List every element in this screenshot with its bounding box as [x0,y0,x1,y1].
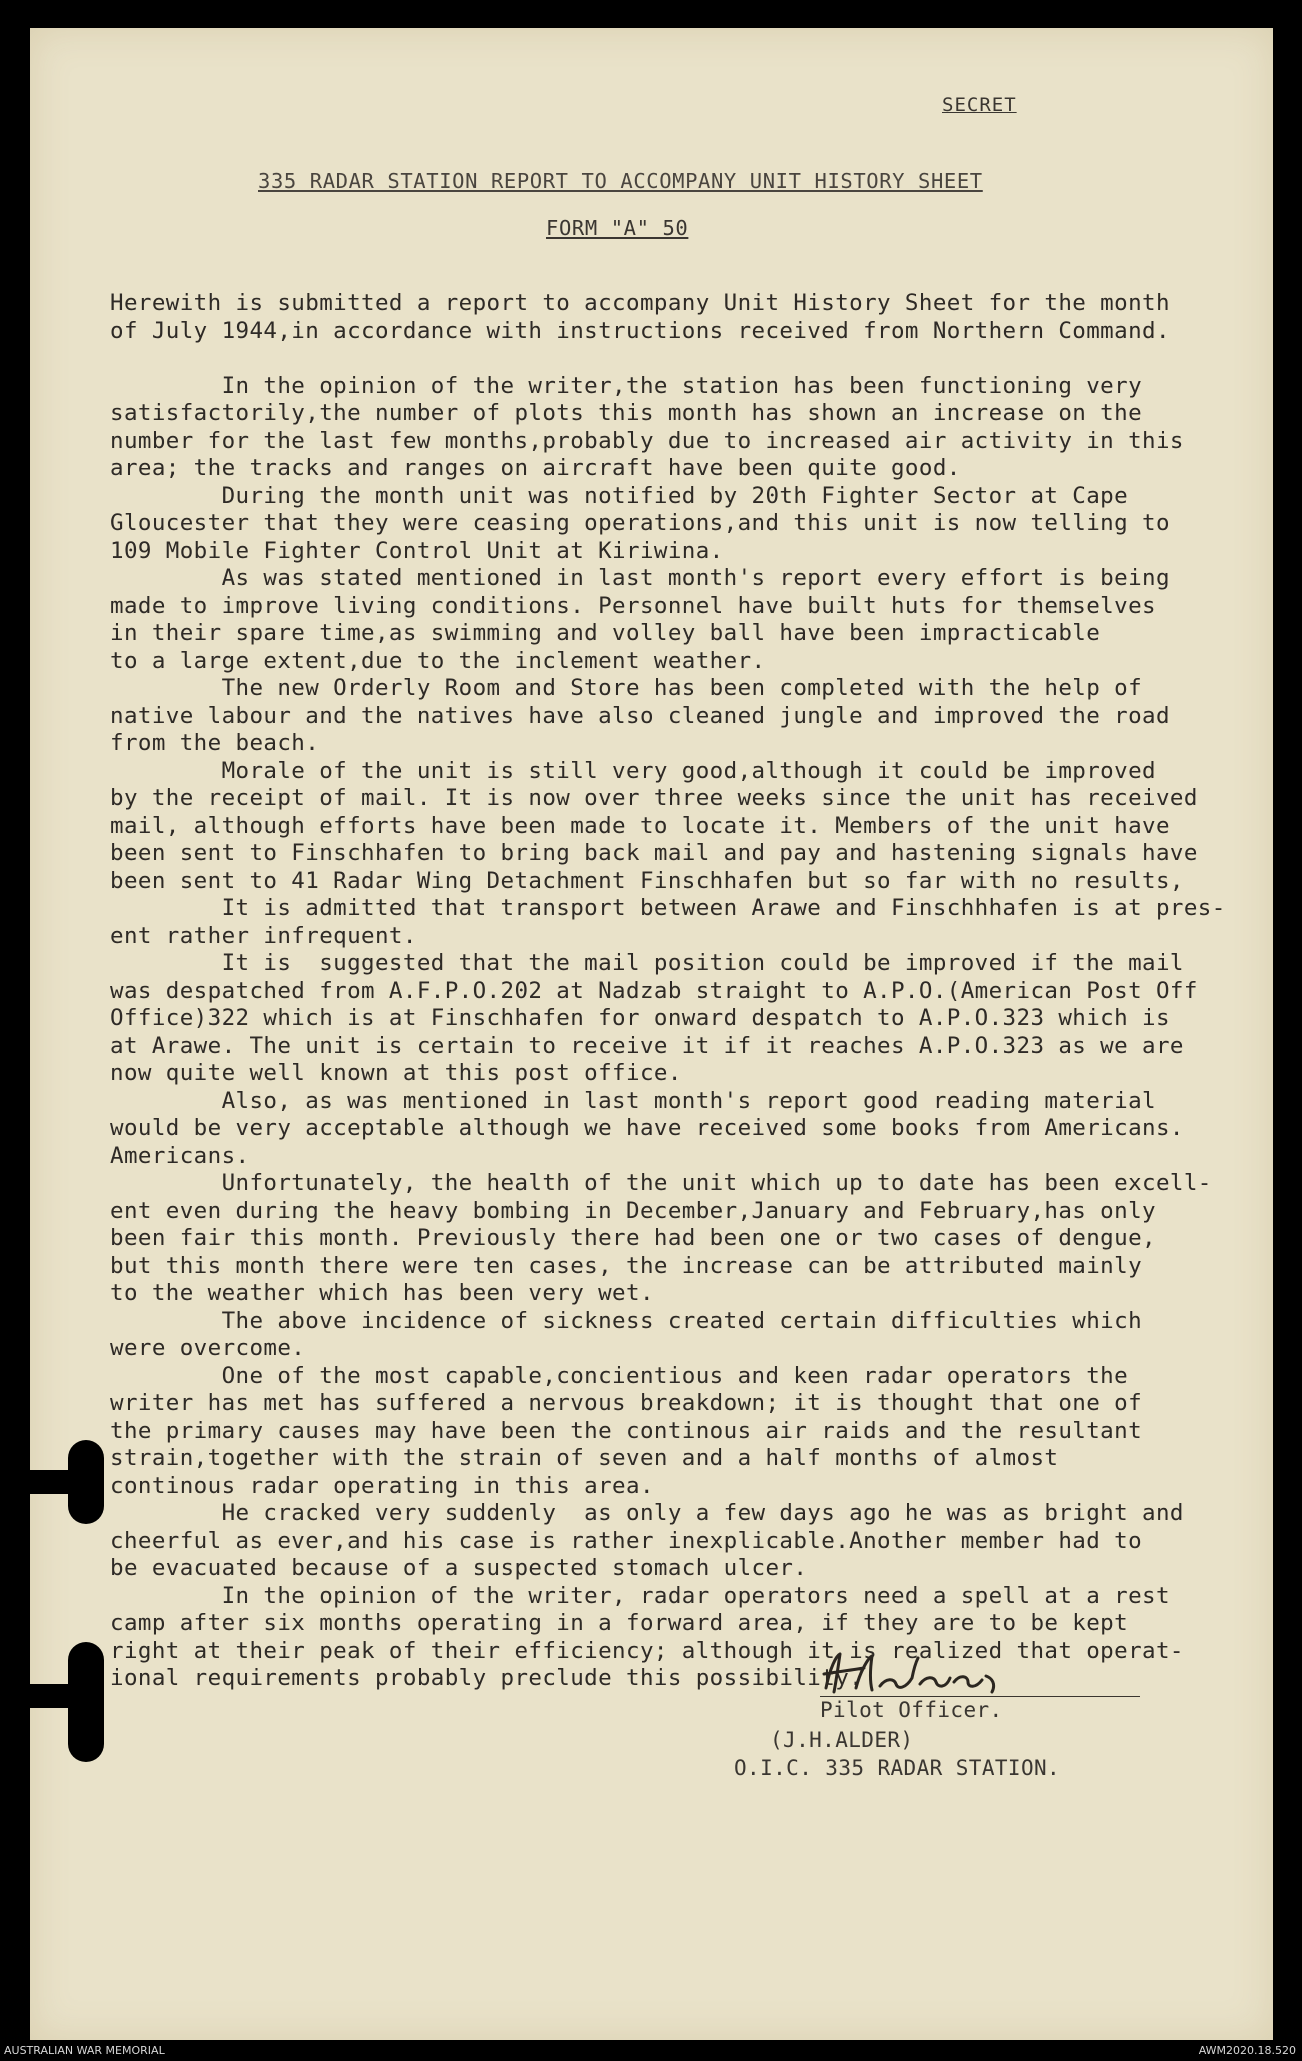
body-line: been sent to 41 Radar Wing Detachment Finschhafen but so far with no results, [110,867,1184,894]
signature-block [720,1648,1220,1828]
body-line: been sent to Finschhafen to bring back mail and pay and hastening signals have [110,840,1198,866]
body-line: strain,together with the strain of seven and a half months of almost [110,1445,1059,1471]
body-line: Americans. [110,1142,250,1169]
body-line: at Arawe. The unit is certain to receive it if it reaches A.P.O.323 as we are [110,1032,1184,1059]
body-line: Unfortunately, the health of the unit which up to date has been excell- [110,1170,1212,1196]
body-line: The new Orderly Room and Store has been completed with the help of [110,675,1143,701]
body-line: now quite well known at this post office. [110,1060,682,1086]
body-line: be evacuated because of a suspected stomach ulcer. [110,1555,808,1581]
body-line: number for the last few months,probably due to increased air activity in this [110,427,1184,454]
body-line: One of the most capable,concientious and keen radar operators the [110,1362,1129,1389]
signature-underline [820,1696,1140,1697]
secret-stamp: SECRET [942,94,1017,116]
body-line: It is suggested that the mail position could be improved if the mail [110,950,1184,976]
body-line: but this month there were ten cases, the increase can be attributed mainly [110,1252,1143,1279]
body-line: of July 1944,in accordance with instructions received from Northern Command. [110,317,1170,344]
body-line: the primary causes may have been the continous air raids and the resultant [110,1417,1143,1444]
body-line: in their spare time,as swimming and volley ball have been impracticable [110,620,1101,646]
body-line: right at their peak of their efficiency; although it is realized that operat- [110,1637,1184,1664]
document-page [30,28,1273,2040]
report-title: 335 RADAR STATION REPORT TO ACCOMPANY UNIT HISTORY SHEET [258,169,983,193]
body-line: area; the tracks and ranges on aircraft have been quite good. [110,455,961,481]
body-line: camp after six months operating in a forward area, if they are to be kept [110,1610,1129,1636]
body-line: ional requirements probably preclude this possibility. [110,1665,864,1691]
body-line: Herewith is submitted a report to accompany Unit History Sheet for the month [110,290,1170,316]
body-line: In the opinion of the writer, radar operators need a spell at a rest [110,1582,1170,1609]
body-line: to a large extent,due to the inclement weather. [110,647,766,674]
body-line: During the month unit was notified by 20th Fighter Sector at Cape [110,482,1129,509]
signer-name: (J.H.ALDER) [770,1728,914,1752]
body-line: The above incidence of sickness created certain difficulties which [110,1307,1143,1334]
body-line: Also, as was mentioned in last month's report good reading material [110,1087,1156,1114]
footer-institution: AUSTRALIAN WAR MEMORIAL [4,2044,165,2057]
footer-accession: AWM2020.18.520 [1198,2044,1296,2057]
body-line: would be very acceptable although we have received some books from Americans. [110,1115,1184,1141]
body-line: ent even during the heavy bombing in December,January and February,has only [110,1197,1156,1224]
body-line: Office)322 which is at Finschhafen for onward despatch to A.P.O.323 which is [110,1005,1170,1031]
body-line: from the beach. [110,730,320,756]
body-line: were overcome. [110,1335,306,1361]
signer-position: O.I.C. 335 RADAR STATION. [734,1756,1061,1780]
body-line: It is admitted that transport between Arawe and Finschhhafen is at pres- [110,895,1226,921]
signer-rank: Pilot Officer. [820,1698,1003,1722]
body-line: by the receipt of mail. It is now over three weeks since the unit has received [110,785,1198,811]
form-number: FORM "A" 50 [546,216,689,240]
report-body [110,290,1280,1693]
body-line: continous radar operating in this area. [110,1472,654,1499]
body-line: Gloucester that they were ceasing operations,and this unit is now telling to [110,510,1170,536]
body-line: ent rather infrequent. [110,922,417,949]
handwritten-signature [816,1648,1046,1698]
body-line: native labour and the natives have also cleaned jungle and improved the road [110,702,1170,729]
body-line: was despatched from A.F.P.O.202 at Nadzab straight to A.P.O.(American Post Off [110,977,1198,1004]
body-line: satisfactorily,the number of plots this month has shown an increase on the [110,400,1143,426]
body-line: Morale of the unit is still very good,although it could be improved [110,757,1156,784]
body-line: mail, although efforts have been made to locate it. Members of the unit have [110,812,1170,839]
body-line: to the weather which has been very wet. [110,1280,654,1306]
body-line: writer has met has suffered a nervous breakdown; it is thought that one of [110,1390,1143,1416]
body-line: He cracked very suddenly as only a few days ago he was as bright and [110,1500,1184,1526]
binder-bar-top [30,1470,80,1494]
binder-bar-bottom [30,1684,80,1708]
body-line: been fair this month. Previously there had been one or two cases of dengue, [110,1225,1156,1251]
body-line: made to improve living conditions. Personnel have built huts for themselves [110,592,1156,619]
body-line: As was stated mentioned in last month's report every effort is being [110,565,1170,591]
body-line: 109 Mobile Fighter Control Unit at Kiriwina. [110,537,724,564]
body-line: cheerful as ever,and his case is rather inexplicable.Another member had to [110,1527,1143,1554]
body-line: In the opinion of the writer,the station has been functioning very [110,372,1143,399]
